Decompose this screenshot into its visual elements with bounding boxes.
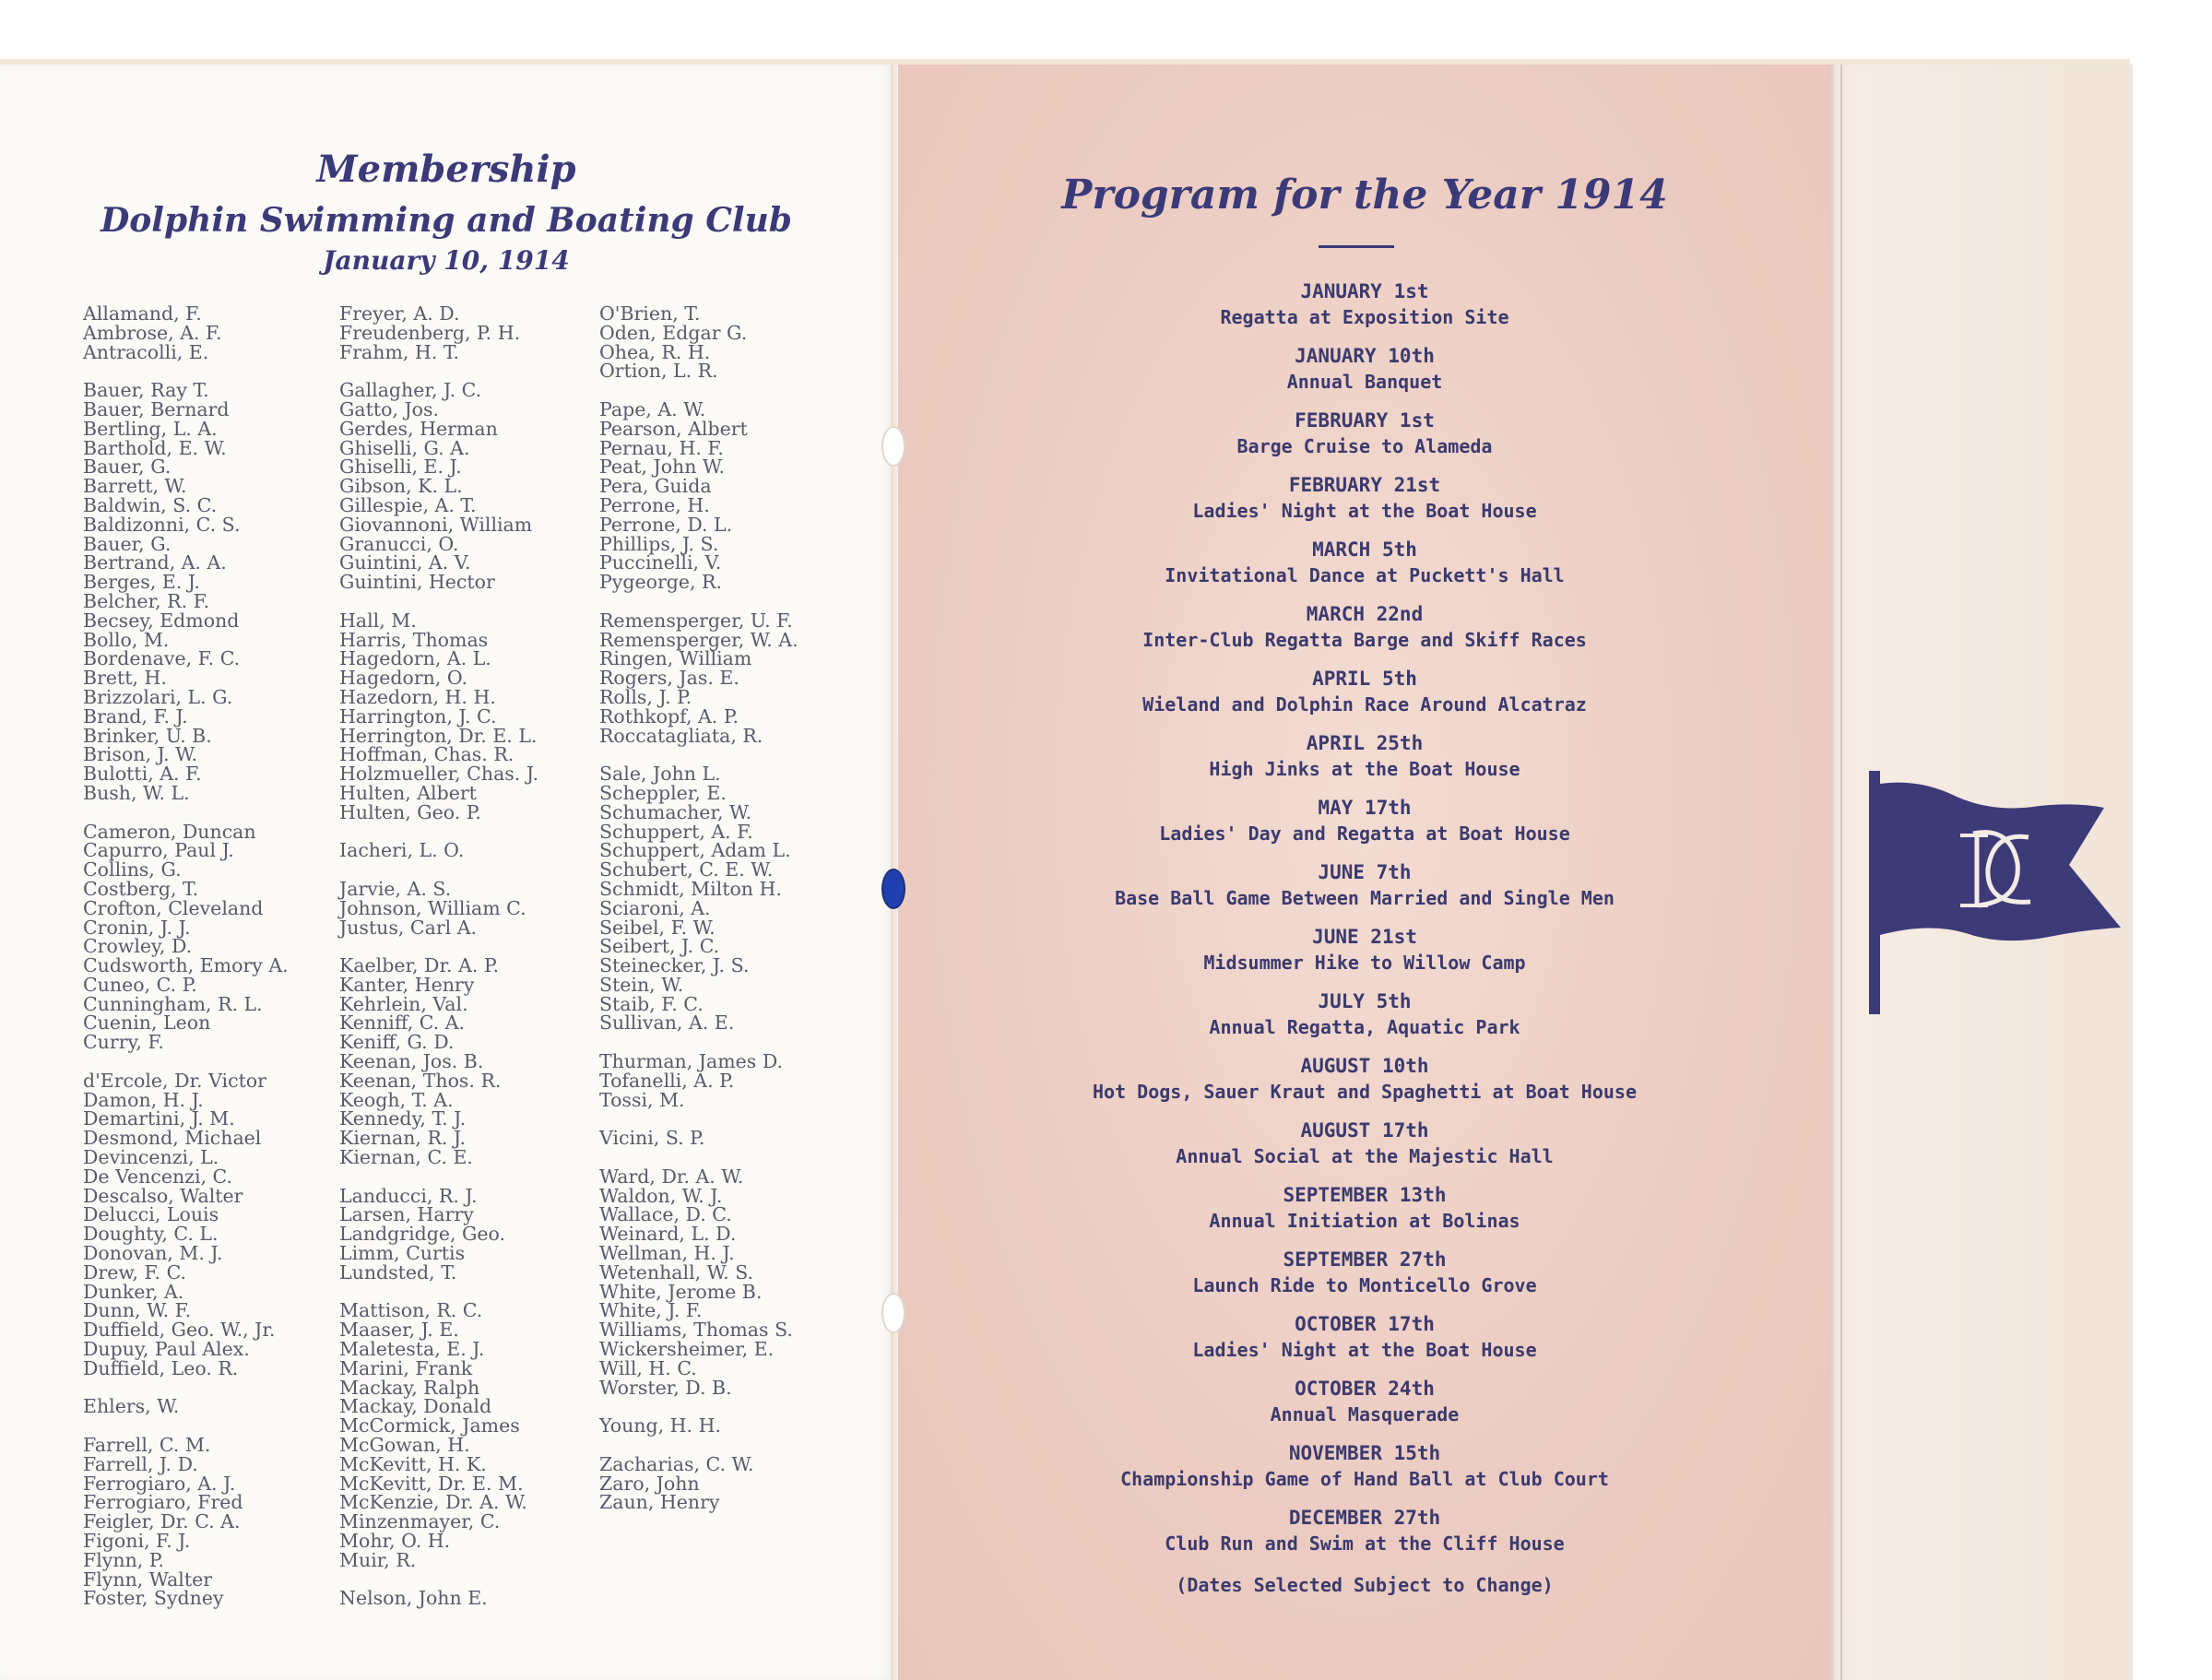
member-name: Bollo, M. (83, 628, 170, 651)
member-name: Oden, Edgar G. (599, 321, 748, 344)
member-name: Seibert, J. C. (599, 935, 720, 958)
event-item (898, 1053, 1831, 1118)
list-gap (599, 381, 798, 400)
member-name: Tofanelli, A. P. (599, 1069, 735, 1092)
event-description: Ladies' Night at the Boat House (1192, 500, 1537, 522)
member-name: Bauer, Ray T. (83, 379, 209, 402)
member-name: Wetenhall, W. S. (599, 1260, 754, 1284)
member-name: Feigler, Dr. C. A. (83, 1510, 241, 1533)
event-item (898, 1505, 1831, 1569)
member-name: Keenan, Jos. B. (339, 1050, 484, 1073)
member-name: Perrone, D. L. (599, 513, 733, 536)
member-name: Berges, E. J. (83, 571, 200, 594)
member-name: Maaser, J. E. (339, 1319, 459, 1342)
member-name: Landgridge, Geo. (339, 1223, 506, 1246)
member-name: Minzenmayer, C. (339, 1510, 501, 1533)
event-item (898, 1182, 1831, 1247)
event-date: SEPTEMBER 27th (1283, 1248, 1447, 1271)
member-name: Johnson, William C. (339, 896, 526, 919)
member-name: Herrington, Dr. E. L. (339, 724, 538, 747)
list-gap (339, 860, 538, 880)
member-name: Pearson, Albert (599, 417, 748, 440)
member-name: Cuenin, Leon (83, 1012, 211, 1035)
event-item (898, 1311, 1831, 1376)
member-name: Barthold, E. W. (83, 436, 227, 459)
member-name: Ohea, R. H. (599, 340, 711, 363)
member-name: Brison, J. W. (83, 743, 198, 766)
member-name: Phillips, J. S. (599, 532, 719, 555)
member-name: Bertling, L. A. (83, 417, 218, 440)
member-name: Duffield, Leo. R. (83, 1356, 239, 1379)
member-name: Ambrose, A. F. (83, 321, 222, 344)
member-name: Allamand, F. (83, 302, 202, 325)
member-name: Kiernan, C. E. (339, 1146, 473, 1169)
member-name: Ferrogiaro, Fred (83, 1491, 243, 1514)
member-name: Ferrogiaro, A. J. (83, 1472, 236, 1495)
member-name: Kaelber, Dr. A. P. (339, 954, 500, 977)
event-date: JANUARY 1st (1300, 280, 1429, 302)
event-list (898, 278, 1831, 1569)
event-description: Wieland and Dolphin Race Around Alcatraz (1142, 693, 1587, 716)
member-name: Farrell, C. M. (83, 1434, 211, 1457)
member-name: Justus, Carl A. (339, 916, 478, 939)
member-name: Sullivan, A. E. (599, 1012, 735, 1035)
member-name: McKenzie, Dr. A. W. (339, 1491, 527, 1514)
member-column-2 (339, 304, 538, 1608)
event-item (898, 1376, 1831, 1440)
member-name: Keenan, Thos. R. (339, 1069, 502, 1092)
member-name: Roccatagliata, R. (599, 724, 763, 747)
member-name: Limm, Curtis (339, 1242, 466, 1265)
member-name: Worster, D. B. (599, 1376, 732, 1399)
program-note: (Dates Selected Subject to Change) (1176, 1574, 1554, 1596)
event-description: Annual Masquerade (1270, 1403, 1460, 1426)
member-name: Ghiselli, G. A. (339, 436, 470, 459)
event-date: JUNE 21st (1312, 926, 1417, 948)
member-name: Kanter, Henry (339, 973, 475, 996)
member-name: Steinecker, J. S. (599, 954, 750, 977)
member-name: Belcher, R. F. (83, 589, 210, 612)
member-name: Cunningham, R. L. (83, 992, 263, 1015)
event-date: NOVEMBER 15th (1288, 1442, 1441, 1464)
member-name: Muir, R. (339, 1548, 417, 1571)
member-name: Young, H. H. (599, 1414, 721, 1437)
member-name: De Vencenzi, C. (83, 1165, 233, 1188)
member-name: Curry, F. (83, 1031, 164, 1054)
event-date: APRIL 5th (1312, 668, 1417, 690)
event-date: MAY 17th (1318, 797, 1412, 819)
member-name: Keniff, G. D. (339, 1031, 455, 1054)
member-name: Vicini, S. P. (599, 1127, 705, 1150)
member-name: Zaun, Henry (599, 1491, 720, 1514)
list-gap (83, 1416, 289, 1436)
member-name: Mackay, Donald (339, 1395, 492, 1418)
member-name: Guintini, Hector (339, 571, 495, 594)
member-name: Bordenave, F. C. (83, 647, 241, 670)
member-name: Wickersheimer, E. (599, 1338, 775, 1361)
member-name: Freudenberg, P. H. (339, 321, 521, 344)
event-item (898, 795, 1831, 859)
event-date: OCTOBER 24th (1295, 1378, 1435, 1400)
member-name: Hagedorn, O. (339, 667, 467, 690)
event-item (898, 924, 1831, 988)
member-name: Schuppert, Adam L. (599, 839, 791, 862)
event-item (898, 1440, 1831, 1505)
member-name: Hoffman, Chas. R. (339, 743, 515, 766)
event-item (898, 408, 1831, 472)
member-name: Kiernan, R. J. (339, 1127, 467, 1150)
member-name: Becsey, Edmond (83, 609, 240, 632)
member-name: Delucci, Louis (83, 1203, 219, 1226)
member-name: Jarvie, A. S. (339, 877, 452, 900)
member-name: Flynn, Walter (83, 1568, 213, 1591)
member-name: Schubert, C. E. W. (599, 858, 774, 881)
member-name: Mackay, Ralph (339, 1376, 480, 1399)
member-name: Rolls, J. P. (599, 685, 692, 708)
member-name: Desmond, Michael (83, 1127, 262, 1150)
member-name: Keogh, T. A. (339, 1088, 454, 1111)
event-item (898, 1118, 1831, 1182)
member-name: Williams, Thomas S. (599, 1319, 793, 1342)
member-name: Foster, Sydney (83, 1587, 224, 1610)
member-name: McCormick, James (339, 1414, 520, 1437)
member-name: Antracolli, E. (83, 340, 209, 363)
member-name: Kenniff, C. A. (339, 1012, 466, 1035)
list-gap (339, 822, 538, 842)
member-name: Larsen, Harry (339, 1203, 474, 1226)
member-name: McKevitt, Dr. E. M. (339, 1472, 524, 1495)
event-date: APRIL 25th (1306, 732, 1424, 754)
member-name: Pygeorge, R. (599, 571, 723, 594)
list-gap (83, 361, 289, 381)
member-name: Waldon, W. J. (599, 1184, 723, 1207)
member-name: d'Ercole, Dr. Victor (83, 1069, 266, 1092)
member-name: Nelson, John E. (339, 1587, 488, 1610)
member-name: Scheppler, E. (599, 781, 727, 804)
event-description: Launch Ride to Monticello Grove (1192, 1274, 1537, 1296)
member-name: Gallagher, J. C. (339, 379, 482, 402)
member-name: Lundsted, T. (339, 1260, 457, 1284)
member-name: Giovannoni, William (339, 513, 533, 536)
member-column-1 (83, 304, 289, 1608)
member-name: Gatto, Jos. (339, 397, 440, 420)
membership-title: Membership (316, 148, 576, 191)
member-name: Devincenzi, L. (83, 1146, 219, 1169)
event-item (898, 730, 1831, 795)
member-name: Guintini, A. V. (339, 551, 471, 574)
event-date: AUGUST 17th (1300, 1119, 1429, 1142)
event-description: Annual Regatta, Aquatic Park (1209, 1016, 1520, 1038)
member-name: Holzmueller, Chas. J. (339, 763, 538, 786)
member-name: Kennedy, T. J. (339, 1107, 467, 1130)
list-gap (339, 1167, 538, 1187)
member-name: Capurro, Paul J. (83, 839, 234, 862)
member-name: McKevitt, H. K. (339, 1452, 487, 1475)
member-name: Figoni, F. J. (83, 1530, 191, 1552)
member-name: Barrett, W. (83, 475, 187, 498)
member-name: Dunker, A. (83, 1280, 184, 1303)
member-column-3 (599, 304, 798, 1512)
program-title: Program for the Year 1914 (1061, 172, 1668, 219)
member-name: Maletesta, E. J. (339, 1338, 485, 1361)
member-name: Ehlers, W. (83, 1395, 180, 1418)
member-name: Remensperger, U. F. (599, 609, 793, 632)
event-description: Base Ball Game Between Married and Single Men (1115, 887, 1615, 909)
event-item (898, 1247, 1831, 1311)
event-item (898, 988, 1831, 1053)
list-gap (599, 1033, 798, 1052)
list-gap (83, 1052, 289, 1071)
member-name: Schmidt, Milton H. (599, 877, 782, 900)
title-rule (1319, 245, 1394, 248)
member-name: Staib, F. C. (599, 992, 704, 1015)
list-gap (339, 592, 538, 611)
member-name: Hall, M. (339, 609, 417, 632)
list-gap (339, 1570, 538, 1590)
member-name: Granucci, O. (339, 532, 459, 555)
flag-banner (1880, 783, 2121, 941)
member-name: Kehrlein, Val. (339, 992, 468, 1015)
member-name: Frahm, H. T. (339, 340, 460, 363)
member-name: Dunn, W. F. (83, 1299, 192, 1322)
member-name: Bertrand, A. A. (83, 551, 227, 574)
event-description: Invitational Dance at Puckett's Hall (1165, 564, 1565, 586)
member-name: Freyer, A. D. (339, 302, 460, 325)
event-item (898, 601, 1831, 666)
event-date: AUGUST 10th (1300, 1055, 1429, 1077)
list-gap (599, 1148, 798, 1167)
member-name: Demartini, J. M. (83, 1107, 235, 1130)
event-item (898, 278, 1831, 343)
list-gap (599, 1109, 798, 1129)
member-name: Gibson, K. L. (339, 475, 463, 498)
member-name: Flynn, P. (83, 1548, 164, 1571)
member-name: Bauer, G. (83, 455, 172, 479)
list-gap (83, 803, 289, 822)
member-name: Doughty, C. L. (83, 1223, 219, 1246)
member-name: Donovan, M. J. (83, 1242, 223, 1265)
member-name: Weinard, L. D. (599, 1223, 737, 1246)
member-name: Schumacher, W. (599, 800, 751, 823)
member-name: Mohr, O. H. (339, 1530, 451, 1552)
member-name: Descalso, Walter (83, 1184, 243, 1207)
event-description: Annual Banquet (1286, 371, 1443, 393)
member-name: Hulten, Geo. P. (339, 800, 481, 823)
event-date: MARCH 5th (1312, 538, 1417, 561)
member-name: Ringen, William (599, 647, 752, 670)
member-name: Tossi, M. (599, 1088, 685, 1111)
event-description: Regatta at Exposition Site (1220, 306, 1509, 328)
list-gap (83, 1378, 289, 1398)
event-item (898, 472, 1831, 537)
member-name: Wellman, H. J. (599, 1242, 735, 1265)
member-name: Rothkopf, A. P. (599, 704, 739, 728)
member-name: Baldizonni, C. S. (83, 513, 241, 536)
member-name: Bauer, G. (83, 532, 172, 555)
member-name: Mattison, R. C. (339, 1299, 483, 1322)
member-name: Seibel, F. W. (599, 916, 716, 939)
event-date: MARCH 22nd (1306, 603, 1424, 625)
event-description: Annual Initiation at Bolinas (1209, 1210, 1520, 1232)
event-date: FEBRUARY 1st (1295, 409, 1435, 432)
member-name: Remensperger, W. A. (599, 628, 798, 651)
member-name: Hagedorn, A. L. (339, 647, 491, 670)
member-name: Hazedorn, H. H. (339, 685, 496, 708)
event-item (898, 343, 1831, 408)
member-name: Ortion, L. R. (599, 360, 718, 383)
list-gap (339, 1283, 538, 1302)
member-name: Harris, Thomas (339, 628, 489, 651)
member-name: Zacharias, C. W. (599, 1452, 754, 1475)
member-name: Iacheri, L. O. (339, 839, 465, 862)
member-name: O'Brien, T. (599, 302, 701, 325)
list-gap (339, 937, 538, 956)
event-date: FEBRUARY 21st (1288, 474, 1441, 496)
member-name: White, Jerome B. (599, 1280, 763, 1303)
member-name: Gillespie, A. T. (339, 493, 477, 516)
member-name: Costberg, T. (83, 877, 199, 900)
member-name: Brett, H. (83, 667, 167, 690)
member-name: White, J. F. (599, 1299, 703, 1322)
event-date: JANUARY 10th (1295, 345, 1435, 367)
member-name: Pape, A. W. (599, 397, 706, 420)
member-name: Baldwin, S. C. (83, 493, 218, 516)
event-description: Inter-Club Regatta Barge and Skiff Races (1142, 629, 1587, 651)
member-name: Perrone, H. (599, 493, 710, 516)
member-name: Collins, G. (83, 858, 182, 881)
member-name: Bush, W. L. (83, 781, 190, 804)
event-description: Club Run and Swim at the Cliff House (1165, 1532, 1565, 1555)
event-description: Hot Dogs, Sauer Kraut and Spaghetti at Boat House (1092, 1081, 1637, 1103)
member-name: Pera, Guida (599, 475, 712, 498)
event-description: Barge Cruise to Alameda (1236, 435, 1493, 457)
membership-date: January 10, 1914 (323, 245, 570, 276)
list-gap (599, 1436, 798, 1455)
event-description: Championship Game of Hand Ball at Club Court (1120, 1468, 1609, 1490)
dolphin-club-flag-icon (1864, 771, 2128, 1020)
member-name: Damon, H. J. (83, 1088, 204, 1111)
member-name: Hulten, Albert (339, 781, 477, 804)
member-name: Will, H. C. (599, 1356, 697, 1379)
member-name: Sale, John L. (599, 763, 721, 786)
event-description: Ladies' Day and Regatta at Boat House (1159, 822, 1570, 845)
flap-crease (1840, 65, 1842, 1680)
flag-pole (1869, 771, 1880, 1014)
event-date: SEPTEMBER 13th (1283, 1184, 1447, 1206)
member-name: Dupuy, Paul Alex. (83, 1338, 250, 1361)
list-gap (339, 361, 538, 381)
member-name: Peat, John W. (599, 455, 725, 479)
list-gap (599, 745, 798, 764)
member-name: Gerdes, Herman (339, 417, 498, 440)
member-name: Thurman, James D. (599, 1050, 784, 1073)
member-name: Marini, Frank (339, 1356, 473, 1379)
member-name: Bulotti, A. F. (83, 763, 202, 786)
member-name: Farrell, J. D. (83, 1452, 198, 1475)
list-gap (599, 1397, 798, 1416)
event-date: JUNE 7th (1318, 861, 1412, 883)
member-name: Brizzolari, L. G. (83, 685, 233, 708)
member-name: Ghiselli, E. J. (339, 455, 462, 479)
member-name: Cudsworth, Emory A. (83, 954, 289, 977)
member-name: Brinker, U. B. (83, 724, 212, 747)
member-name: Crofton, Cleveland (83, 896, 264, 919)
member-name: Brand, F. J. (83, 704, 188, 728)
event-date: OCTOBER 17th (1295, 1313, 1435, 1335)
club-name: Dolphin Swimming and Boating Club (101, 201, 792, 240)
event-item (898, 666, 1831, 730)
event-date: DECEMBER 27th (1288, 1507, 1441, 1529)
event-date: JULY 5th (1318, 990, 1412, 1012)
member-name: Crowley, D. (83, 935, 193, 958)
member-name: Cuneo, C. P. (83, 973, 197, 996)
event-description: High Jinks at the Boat House (1209, 758, 1520, 780)
member-name: Bauer, Bernard (83, 397, 230, 420)
member-name: Rogers, Jas. E. (599, 667, 739, 690)
event-description: Ladies' Night at the Boat House (1192, 1339, 1537, 1361)
member-name: Wallace, D. C. (599, 1203, 732, 1226)
member-name: Ward, Dr. A. W. (599, 1165, 744, 1188)
member-name: Cronin, J. J. (83, 916, 191, 939)
member-name: Zaro, John (599, 1472, 700, 1495)
event-description: Midsummer Hike to Willow Camp (1203, 952, 1526, 974)
member-name: Pernau, H. F. (599, 436, 724, 459)
member-name: Schuppert, A. F. (599, 820, 753, 843)
member-name: Landucci, R. J. (339, 1184, 478, 1207)
member-name: Sciaroni, A. (599, 896, 711, 919)
event-item (898, 537, 1831, 601)
member-name: Duffield, Geo. W., Jr. (83, 1319, 276, 1342)
member-name: McGowan, H. (339, 1434, 470, 1457)
event-description: Annual Social at the Majestic Hall (1176, 1145, 1554, 1167)
member-name: Drew, F. C. (83, 1260, 187, 1284)
member-name: Cameron, Duncan (83, 820, 256, 843)
list-gap (599, 592, 798, 611)
member-name: Stein, W. (599, 973, 684, 996)
member-name: Harrington, J. C. (339, 704, 497, 728)
member-name: Puccinelli, V. (599, 551, 722, 574)
event-item (898, 859, 1831, 924)
